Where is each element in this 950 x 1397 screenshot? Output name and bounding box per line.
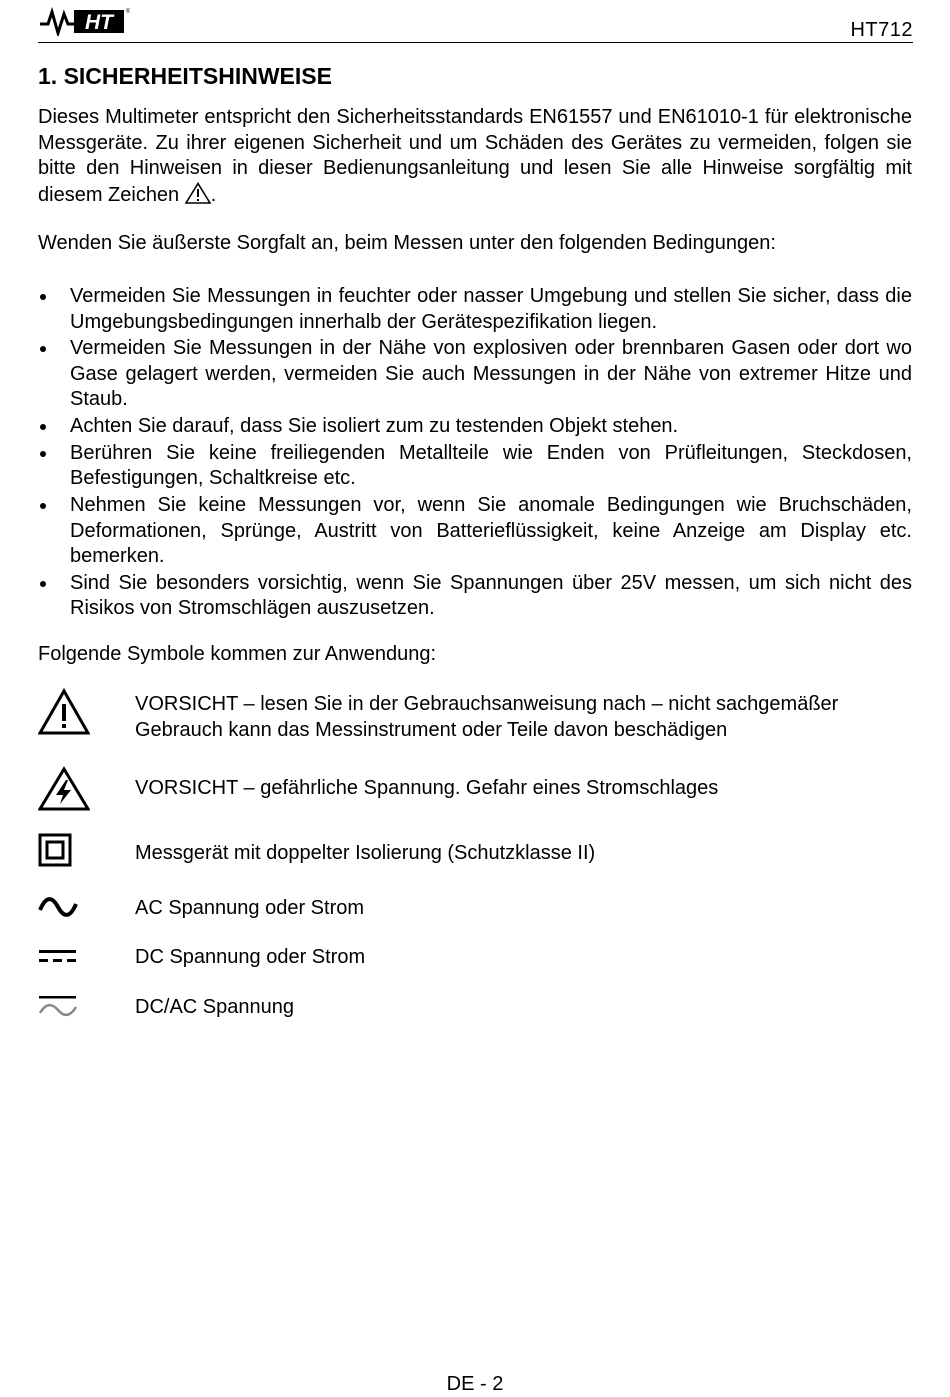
dc-icon bbox=[38, 947, 78, 967]
symbols-intro: Folgende Symbole kommen zur Anwendung: bbox=[38, 643, 437, 665]
list-item-text: Vermeiden Sie Messungen in der Nähe von explosiven oder brennbaren Gasen oder dort wo Gase gelagert werden, vermeiden Sie auch Messungen in der Nähe von extremer Hitze und Staub. bbox=[70, 337, 912, 411]
bullet-dot bbox=[40, 581, 46, 587]
list-item bbox=[38, 284, 912, 335]
list-item-text: Achten Sie darauf, dass Sie isoliert zum zu testenden Objekt stehen. bbox=[70, 415, 679, 438]
symbol-description: AC Spannung oder Strom bbox=[135, 897, 365, 919]
list-item-text: Berühren Sie keine freiliegenden Metallteile wie Enden von Prüfleitungen, Steckdosen, Befestigungen, Schaltkreise etc. bbox=[70, 441, 912, 490]
bullet-dot bbox=[40, 346, 46, 352]
warning-triangle-icon bbox=[38, 688, 90, 736]
list-item-text: Sind Sie besonders vorsichtig, wenn Sie Spannungen über 25V messen, um sich nicht des Risikos von Stromschlägen auszusetzen. bbox=[70, 571, 912, 620]
high-voltage-icon bbox=[38, 766, 90, 812]
list-item bbox=[38, 336, 912, 413]
intro-text: Dieses Multimeter entspricht den Sicherheitsstandards EN61557 und EN61010-1 für elektronische Messgeräte. Zu ihrer eigenen Sicherheit und um Schäden des Gerätes zu vermeiden, folgen sie bitte den Hinweisen in dieser Bedienungsanleitung und lesen Sie alle Hinweise sorgfältig mit diesem Zeichen bbox=[38, 106, 912, 206]
page-number: DE - 2 bbox=[446, 1373, 504, 1395]
ac-icon bbox=[38, 894, 78, 920]
section-title: 1. SICHERHEITSHINWEISE bbox=[38, 63, 332, 89]
page-header bbox=[38, 4, 913, 43]
logo-text: HT bbox=[85, 11, 113, 34]
intro-suffix: . bbox=[210, 183, 217, 206]
bullet-dot bbox=[40, 451, 46, 457]
symbol-description: Messgerät mit doppelter Isolierung (Schutzklasse II) bbox=[135, 842, 596, 864]
list-item-text: Vermeiden Sie Messungen in feuchter oder nasser Umgebung und stellen Sie sicher, dass die Umgebungsbedingungen innerhalb der Gerätespezifikation liegen. bbox=[70, 285, 912, 333]
ht-logo bbox=[38, 6, 130, 36]
symbol-description: DC Spannung oder Strom bbox=[135, 946, 366, 968]
svg-text:®: ® bbox=[126, 9, 130, 15]
bullet-dot bbox=[40, 424, 46, 430]
bullet-dot bbox=[40, 294, 46, 300]
document-code: HT712 bbox=[850, 19, 913, 41]
double-insulation-icon bbox=[38, 833, 72, 867]
conditions-intro: Wenden Sie äußerste Sorgfalt an, beim Messen unter den folgenden Bedingungen: bbox=[38, 232, 776, 254]
symbol-description: VORSICHT – gefährliche Spannung. Gefahr eines Stromschlages bbox=[135, 777, 719, 799]
dc-ac-icon bbox=[38, 993, 78, 1021]
symbol-description: VORSICHT – lesen Sie in der Gebrauchsanweisung nach – nicht sachgemäßer Gebrauch kann das Messinstrument oder Teile davon beschädigen bbox=[135, 693, 839, 741]
symbol-description: DC/AC Spannung bbox=[135, 996, 294, 1018]
list-item bbox=[38, 493, 912, 570]
warning-triangle-icon bbox=[185, 182, 211, 204]
list-item-text: Nehmen Sie keine Messungen vor, wenn Sie anomale Bedingungen wie Bruchschäden, Deformationen, Sprünge, Austritt von Batterieflüssigkeit, keine Anzeige am Display etc. bemerken. bbox=[70, 494, 912, 568]
list-item bbox=[38, 441, 912, 492]
bullet-dot bbox=[40, 503, 46, 509]
list-item bbox=[38, 414, 912, 440]
list-item bbox=[38, 571, 912, 622]
conditions-list bbox=[38, 284, 912, 623]
intro-paragraph bbox=[38, 105, 912, 208]
